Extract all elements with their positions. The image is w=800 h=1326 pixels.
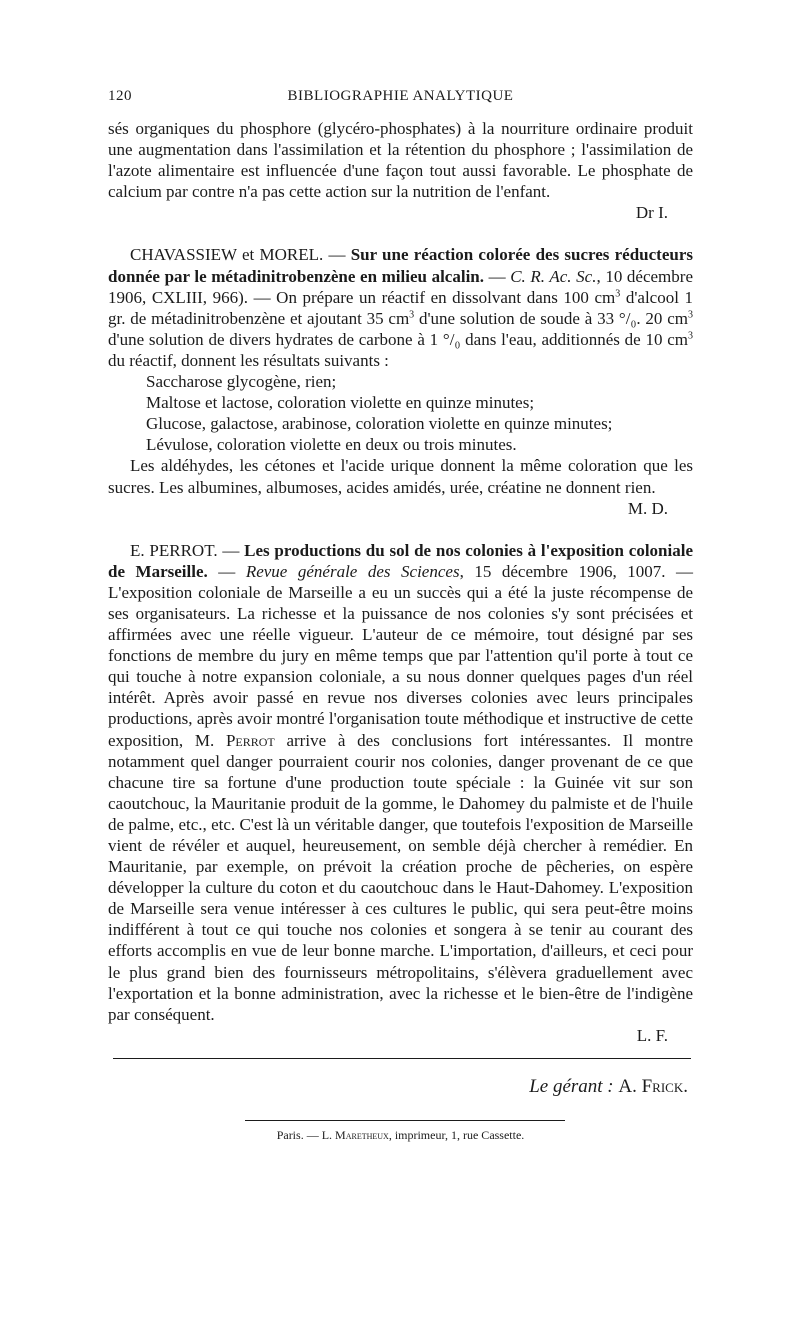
superscript: 3: [688, 330, 693, 342]
entry-text: d'alcool 1 gr. de métadinitrobenzène et ajoutant 35 cm: [108, 287, 693, 328]
imprint-printer: Maretheux: [335, 1128, 389, 1142]
entry-title: Les productions du sol de nos colonies à l'exposition coloniale de Marseille.: [108, 540, 693, 581]
entry-text: — On prépare un réactif en dissolvant dans 100 cm: [248, 287, 616, 307]
entry-signature: Dr I.: [635, 203, 668, 223]
dash: —: [217, 540, 245, 560]
entry-text: du réactif, donnent les résultats suivants :: [108, 350, 389, 370]
imprint-rule: [245, 1120, 565, 1121]
superscript: 3: [615, 288, 621, 299]
printer-imprint: [108, 1128, 693, 1143]
entry-citation: , 15 décembre 1906, 1007.: [459, 561, 666, 581]
entry-text-body: sés organiques du phosphore (glycéro-phosphates) à la nourriture ordinaire produit une augmentation dans l'assimilation et la rétention du phosphore ; l'assimilation de l'azote alimentaire est influencée d'une façon tout aussi favorable. Le phosphate de calcium par contre n'a pas cette action sur la nutrition de l'enfant.: [108, 119, 693, 202]
page-header: [108, 88, 693, 110]
entry-authors: E. PERROT.: [130, 540, 218, 560]
dash: —: [207, 561, 246, 581]
running-title: BIBLIOGRAPHIE ANALYTIQUE: [287, 88, 514, 104]
entry-citation: , 10 décembre 1906, CXLIII, 966).: [108, 266, 693, 307]
result-line: Saccharose glycogène, rien;: [146, 372, 337, 392]
result-line: Maltose et lactose, coloration violette en quinze minutes;: [146, 393, 535, 413]
footer-rule: [113, 1058, 691, 1059]
entry-chavassiew-morel: [108, 244, 693, 518]
entry-title: Sur une réaction colorée des sucres réducteurs donnée par le métadinitrobenzène en milieu alcalin.: [108, 245, 694, 286]
gerant-name: A. Frick.: [618, 1076, 688, 1097]
page-number: 120: [108, 88, 132, 104]
entry-signature-line: [108, 1025, 693, 1046]
entry-text: d'une solution de divers hydrates de carbone à 1 °/₀ dans l'eau, additionnés de 10 cm: [108, 329, 688, 349]
imprint-city: Paris.: [276, 1128, 304, 1142]
entry-perrot: [108, 540, 693, 1046]
entry-paragraph: CHAVASSIEW et MOREL. — Sur une réaction colorée des sucres réducteurs donnée par le métadinitrobenzène en milieu alcalin. — C. R. Ac. Sc., 10 décembre 1906, CXLIII, 966). — On prépare un réactif en dissolvant dans 100 $cm^3$ d'alcool 1 gr. de métadinitrobenzène et ajoutant 35 $cm^3$ d'une solution de soude à 33 °/₀. 20 $cm^3$ d'une solution de divers hydrates de carbone à 1 °/₀ dans l'eau, additionnés de 10 $cm^3$ du réactif, donnent les résultats suivants :: [108, 245, 694, 370]
result-line: Lévulose, coloration violette en deux ou trois minutes.: [146, 435, 517, 455]
gerant-line: [110, 1076, 688, 1098]
imprint-dash: — L.: [303, 1128, 336, 1142]
superscript: 3: [687, 309, 693, 321]
gerant-label: Le gérant :: [529, 1076, 619, 1097]
imprint-address: , imprimeur, 1, rue Cassette.: [388, 1128, 525, 1142]
dash: —: [323, 245, 351, 265]
entry-signature: L. F.: [636, 1025, 668, 1045]
entry-source: C. R. Ac. Sc.: [510, 266, 597, 286]
entry-authors: CHAVASSIEW et MOREL.: [130, 245, 324, 265]
author-reference: Perrot: [225, 730, 275, 750]
entry-source: Revue générale des Sciences: [245, 561, 460, 581]
entry-text: [108, 118, 693, 202]
result-line: Glucose, galactose, arabinose, coloration violette en quinze minutes;: [146, 414, 613, 434]
entry-closing: Les aldéhydes, les cétones et l'acide urique donnent la même coloration que les sucres. Les albumines, albumoses, acides amidés, urée, créatine ne donnent rien.: [108, 456, 693, 497]
entry-text: — L'exposition coloniale de Marseille a eu un succès qui a été la juste récompense de ses organisateurs. La richesse et la puissance de nos colonies s'y sont précisées et affirmées avec une réelle vigueur. L'auteur de ce mémoire, tout désigné par ses fonctions de membre du jury en même temps que par l'attention qu'il porte à tout ce qui touche à notre expansion coloniale, a su nous donner quelques pages d'un réel intérêt. Après avoir passé en revue nos diverses colonies avec leurs principales productions, après avoir montré l'organisation toute méthodique et instructive de cette exposition, M.: [108, 561, 694, 750]
entry-paragraph: [108, 540, 693, 1025]
page-body: [108, 118, 693, 1046]
entry-signature-line: [108, 498, 693, 519]
entry-text: arrive à des conclusions fort intéressantes. Il montre notamment quel danger pourraient courir nos colonies, danger provenant de ce que chacune tire sa fortune d'une production toute spéciale : la Guinée vit sur son caoutchouc, la Mauritanie produit de la gomme, le Dahomey du palmiste et de l'huile de palme, etc., etc. C'est là un véritable danger, que toutefois l'exposition de Marseille vient de révéler et auquel, heureusement, on semble déjà chercher à remédier. En Mauritanie, par exemple, on prévoit la création proche de pêcheries, on espère développer la culture du coton et du caoutchouc dans le Haut-Dahomey. L'exposition de Marseille sera venue intéresser à ces cultures le public, qui sera peut-être moins indifférent à tout ce qui touche nos colonies et songera à se tenir au courant des efforts accomplis en vue de leur bonne marche. L'importation, d'ailleurs, et ceci pour le plus grand bien des fournisseurs métropolitains, s'élèvera graduellement avec l'exportation et la bonne administration, avec la richesse et le bien-être de l'indigène par conséquent.: [108, 730, 693, 1024]
entry-signature: M. D.: [627, 498, 668, 518]
entry-text: d'une solution de soude à 33 °/₀. 20 cm: [414, 308, 688, 328]
entry-continuation: [108, 118, 693, 223]
entry-signature-line: [108, 202, 693, 223]
superscript: 3: [409, 309, 415, 321]
